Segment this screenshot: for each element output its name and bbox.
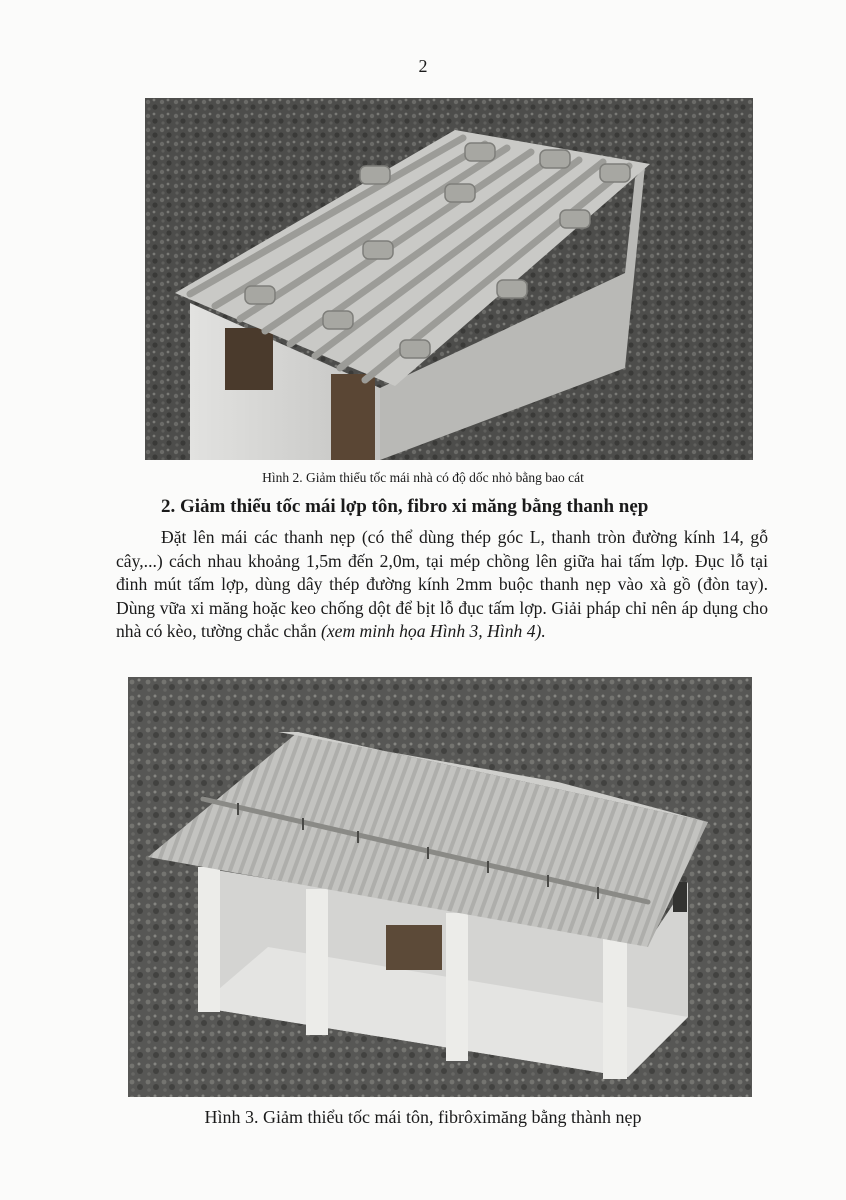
figure-3-caption: Hình 3. Giảm thiểu tốc mái tôn, fibrôximăng bằng thành nẹp bbox=[204, 1107, 642, 1127]
figure-2-caption: Hình 2. Giảm thiểu tốc mái nhà có độ dốc nhỏ bằng bao cát bbox=[262, 470, 584, 485]
paragraph-text: Đặt lên mái các thanh nẹp (có thể dùng thép góc L, thanh tròn đường kính 14, gỗ cây,...) cách nhau khoảng 1,5m đến 2,0m, tại mép chồng lên giữa hai tấm lợp. Đục lỗ tại đinh mút tấm lợp, dùng dây thép đường kính 2mm buộc thanh nẹp vào xà gồ (đòn tay). Dùng vữa xi măng hoặc keo chống dột để bịt lỗ đục tấm lợp. Giải pháp chỉ nên áp dụng cho nhà có kèo, tường chắc chắn bbox=[116, 527, 768, 642]
section-heading: 2. Giảm thiểu tốc mái lợp tôn, fibro xi măng bằng thanh nẹp bbox=[161, 496, 649, 517]
figure-reference: (xem minh họa Hình 3, Hình 4). bbox=[320, 621, 546, 642]
figure-2-sandbag-roof-image bbox=[145, 98, 753, 460]
figure-3-batten-roof-image bbox=[128, 677, 752, 1097]
section-paragraph bbox=[116, 526, 768, 644]
page-number: 2 bbox=[418, 56, 428, 76]
